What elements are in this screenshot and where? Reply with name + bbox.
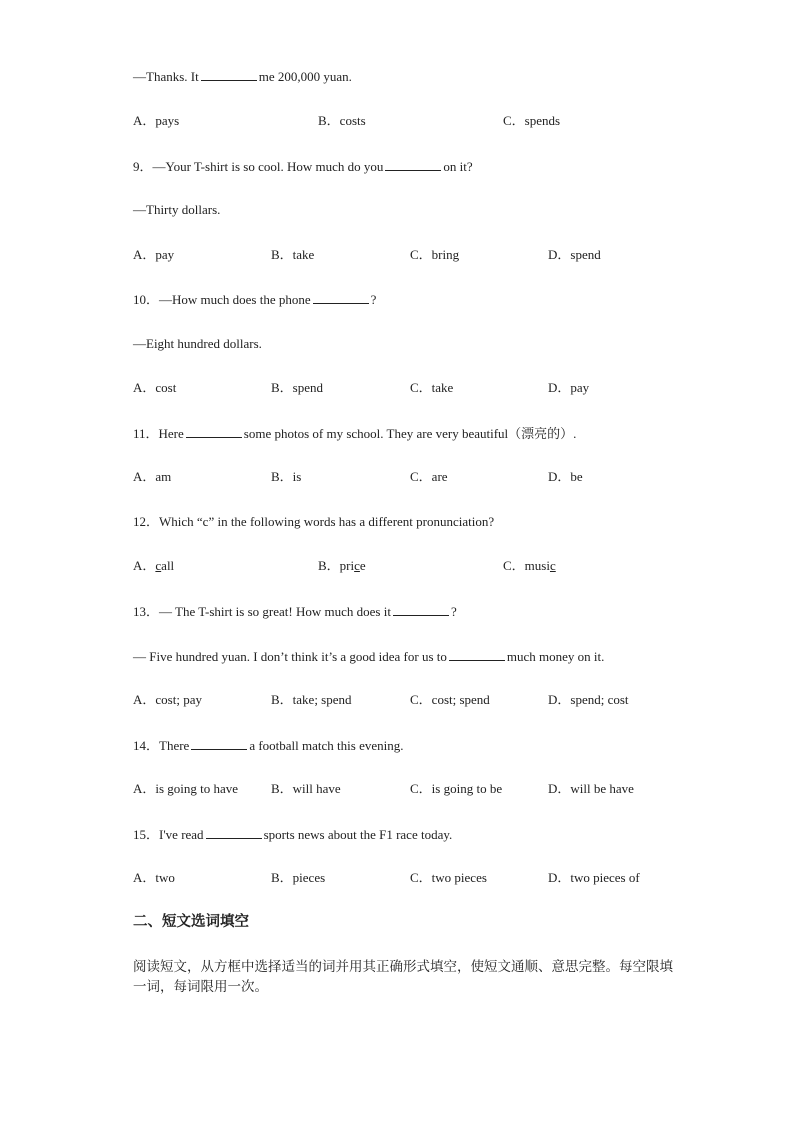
q8-blank [201,68,257,81]
q11-blank [186,425,242,438]
q14-stem-post: a football match this evening. [249,738,404,753]
q14-blank [191,737,247,750]
q10-option-c: C．take [410,380,454,395]
q8-option-b: B．costs [318,113,366,128]
q14-option-c: C．is going to be [410,781,503,796]
q15-stem-post: sports news about the F1 race today. [263,827,453,842]
q10-option-b: B．spend [271,380,324,395]
q14-option-a: A．is going to have [133,781,239,796]
q9-blank [385,158,441,171]
q14-options [133,781,733,797]
q13-reply-pre: — Five hundred yuan. I don’t think it’s a good idea for us to [133,649,447,664]
q11-stem-post: some photos of my school. They are very beautiful（漂亮的）. [243,426,577,441]
q13-reply [133,648,604,665]
section-2-title: 二、短文选词填空 [133,914,249,930]
q9-option-c: C．bring [410,247,460,262]
q13-option-d: D．spend; cost [548,692,629,707]
q10-option-a: A．cost [133,380,177,395]
q12-options [133,558,733,574]
q9-stem [133,158,473,175]
q15-stem [133,826,452,843]
q14-option-d: D．will be have [548,781,634,796]
q10-option-d: D．pay [548,380,590,395]
q13-option-c: C．cost; spend [410,692,490,707]
q13-reply-post: much money on it. [506,649,605,664]
q9-options [133,247,733,263]
q12-option-a-underlined: c [155,558,162,573]
q13-options [133,692,733,708]
q14-option-b: B．will have [271,781,341,796]
q10-blank [313,291,369,304]
q13-option-b: B．take; spend [271,692,352,707]
q12-option-b-letter: B． [318,558,340,573]
q12-option-b-post: e [359,558,366,573]
q9-stem-pre: 9．—Your T-shirt is so cool. How much do you [133,159,384,174]
q12-option-b-underlined: c [354,558,360,573]
q11-option-d: D．be [548,469,583,484]
q13-blank-1 [393,603,449,616]
q12-option-c [503,558,556,574]
q11-option-a: A．am [133,469,172,484]
q15-blank [206,826,262,839]
q12-option-a-letter: A． [133,558,156,573]
q9-reply: —Thirty dollars. [133,202,221,217]
q12-option-a-post: all [161,558,175,573]
q10-stem-post: ? [370,292,377,307]
q13-stem [133,603,457,620]
q9-option-d: D．spend [548,247,601,262]
q12-option-a [133,558,174,574]
q12-stem: 12．Which “c” in the following words has a different pronunciation? [133,514,495,529]
q14-stem-pre: 14．There [133,738,190,753]
q8-option-a: A．pays [133,113,180,128]
q12-option-c-underlined: c [549,558,556,573]
q11-options [133,469,733,485]
q15-option-d: D．two pieces of [548,870,640,885]
q10-stem [133,291,376,308]
q12-option-b [318,558,366,574]
q10-stem-pre: 10．—How much does the phone [133,292,311,307]
q13-stem-pre: 13．— The T-shirt is so great! How much does it [133,604,391,619]
q12-option-b-pre: pri [339,558,355,573]
q8-options [133,113,733,129]
q10-reply: —Eight hundred dollars. [133,336,262,351]
q15-option-b: B．pieces [271,870,326,885]
q8-text-post: me 200,000 yuan. [258,69,352,84]
section-2-instructions: 阅读短文，从方框中选择适当的词并用其正确形式填空，使短文通顺、意思完整。每空限填一词，每词限用一次。 [133,959,673,995]
q9-option-b: B．take [271,247,315,262]
q12-option-c-pre: musi [524,558,550,573]
q13-stem-post: ? [450,604,457,619]
q15-stem-pre: 15．I've read [133,827,204,842]
q15-option-c: C．two pieces [410,870,487,885]
q11-stem [133,425,576,442]
q8-option-c: C．spends [503,113,561,128]
q11-stem-pre: 11．Here [133,426,184,441]
q9-stem-post: on it? [443,159,473,174]
q15-options [133,870,733,886]
q13-blank-2 [449,648,505,661]
q8-text-pre: —Thanks. It [133,69,199,84]
q9-option-a: A．pay [133,247,175,262]
q11-option-c: C．are [410,469,448,484]
q12-option-c-letter: C． [503,558,525,573]
q8-line [133,68,352,85]
q10-options [133,380,733,396]
q13-option-a: A．cost; pay [133,692,202,707]
q14-stem [133,737,403,754]
q11-option-b: B．is [271,469,302,484]
q15-option-a: A．two [133,870,175,885]
